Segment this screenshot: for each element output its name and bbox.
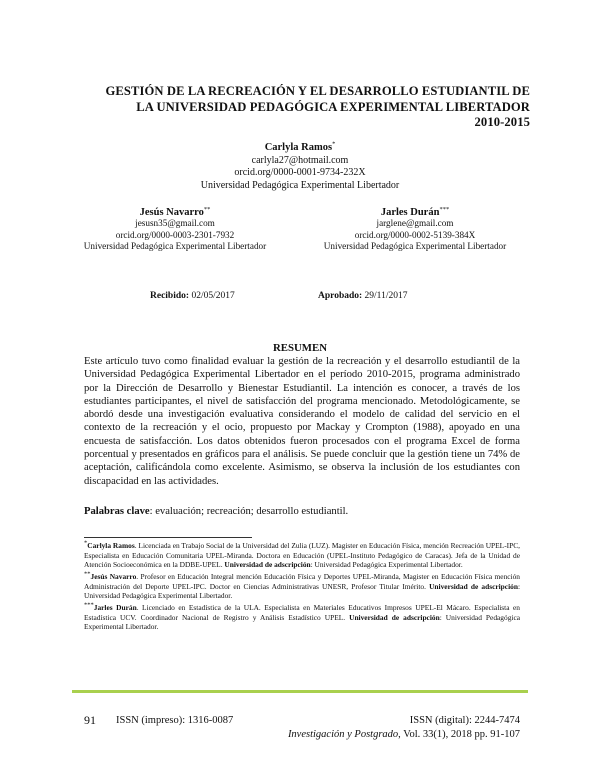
author-name: Jesús Navarro: [139, 207, 204, 218]
approved-date: [318, 291, 407, 301]
keywords: [84, 506, 520, 517]
author-email[interactable]: jesusn35@gmail.com: [135, 218, 215, 229]
footnote-label: Universidad de adscripción: [349, 612, 440, 622]
author-email[interactable]: jarglene@gmail.com: [376, 218, 454, 229]
footnote-mark: **: [84, 570, 91, 578]
footnote-body: . Licenciada en Trabajo Social de la Universidad del Zulia (LUZ). Magister en Educación Física, mención Recreación UPEL-IPC, Especialista en Educación Comunitaria UPEL-Miranda. Doctora en Educación (UPEL-Instituto Pedagógico de Caracas). Jefa de la Unidad de Atención Socioeconómica en la DDBE-UPEL.: [84, 541, 521, 569]
received-date: [150, 291, 235, 301]
approved-value: 29/11/2017: [364, 291, 408, 301]
footnote-tail: : Universidad Pedagógica Experimental Libertador.: [84, 612, 520, 631]
title-line-1: GESTIÓN DE LA RECREACIÓN Y EL DESARROLLO ESTUDIANTIL DE: [105, 84, 530, 98]
footnote-divider: [84, 537, 252, 538]
footnote-mark: *: [84, 539, 88, 547]
author-affiliation: Universidad Pedagógica Experimental Libertador: [83, 240, 267, 251]
footnote-label: Universidad de adscripción: [429, 581, 518, 591]
author-email[interactable]: carlyla27@hotmail.com: [251, 154, 349, 166]
journal-volume: , Vol. 33(1), 2018 pp. 91-107: [398, 729, 520, 740]
title-line-2: LA UNIVERSIDAD PEDAGÓGICA EXPERIMENTAL LIBERTADOR: [136, 99, 530, 114]
author-mark: **: [203, 205, 211, 213]
article-title: [70, 84, 530, 131]
title-line-3: 2010-2015: [474, 115, 530, 129]
abstract-text: Este artículo tuvo como finalidad evaluar la gestión de la recreación y el desarrollo estudiantil de la Universidad Pedagógica Experimental Libertador en el período 2010-2015, programa administrado por la Dirección de Desarrollo y Bienestar Estudiantil. La intención es conocer, a través de los estudiantes participantes, el nivel de satisfacción del programa mencionado. Metodológicamente, se abordó desde una investigación evaluativa considerando el modelo de calidad del servicio en el contexto de la recreación y el ocio, propuesto por Mackay y Crompton (1988), apoyado en una encuesta de satisfacción. Los datos obtenidos fueron procesados con el programa Excel de forma porcentual y presentados en gráficos para el análisis. Se puede concluir que la gestión tiene un 74% de aceptación, calificándola como excelente. Asimismo, se observa la inclusión de los estudiantes con discapacidad en las actividades.: [84, 356, 520, 487]
footnote: [84, 541, 520, 570]
footnote: [84, 603, 520, 632]
abstract-heading: RESUMEN: [273, 342, 327, 354]
keywords-label: Palabras clave: [84, 506, 150, 517]
author-mark: *: [332, 140, 336, 148]
author-affiliation: Universidad Pedagógica Experimental Libertador: [323, 240, 507, 251]
footnote-mark: ***: [84, 601, 94, 609]
footnote: [84, 572, 520, 601]
keywords-value: : evaluación; recreación; desarrollo estudiantil.: [149, 506, 349, 517]
footnote-label: Universidad de adscripción: [224, 560, 311, 569]
coauthor-left-block: [45, 207, 305, 252]
author-orcid[interactable]: orcid.org/0000-0003-2301-7932: [115, 229, 235, 240]
footnote-name: Jarles Durán: [93, 603, 137, 612]
received-label: Recibido:: [150, 291, 190, 301]
author-name: Jarles Durán: [380, 207, 440, 218]
footer-rule: [72, 690, 528, 693]
received-value: 02/05/2017: [191, 291, 235, 301]
footnote-name: Carlyla Ramos: [87, 541, 135, 550]
journal-name: Investigación y Postgrado: [287, 729, 399, 740]
footnote-body: . Licenciado en Estadística de la ULA. Especialista en Materiales Educativos Impresos UPEL-El Mácaro. Especialista en Estadística UCV. Coordinador Nacional de Registro y Análisis Estadístico UPEL.: [84, 603, 520, 622]
issn-digital: ISSN (digital): 2244-7474: [409, 715, 520, 726]
author-affiliation: Universidad Pedagógica Experimental Libertador: [200, 179, 400, 191]
journal-citation: [250, 729, 520, 740]
footnote-tail: : Universidad Pedagógica Experimental Libertador.: [84, 581, 520, 600]
author-orcid[interactable]: orcid.org/0000-0002-5139-384X: [354, 229, 476, 240]
page-number: 91: [84, 713, 96, 727]
footnote-name: Jesús Navarro: [90, 572, 137, 581]
author-name: Carlyla Ramos: [264, 142, 333, 153]
footnote-tail: : Universidad Pedagógica Experimental Libertador.: [310, 560, 463, 569]
footnote-body: . Profesor en Educación Integral mención Educación Física y Deportes UPEL-Miranda, Magister en Educación Física mención Administración del Deporte UPEL-IPC. Doctor en Ciencias Administrativas UNESR, Profesor Titular Imérito.: [84, 572, 520, 591]
coauthor-right-block: [285, 207, 545, 252]
issn-print: ISSN (impreso): 1316-0087: [116, 715, 234, 726]
author-mark: ***: [439, 205, 450, 213]
approved-label: Aprobado:: [318, 291, 363, 301]
author-orcid[interactable]: orcid.org/0000-0001-9734-232X: [234, 167, 366, 178]
footnotes: [84, 541, 520, 634]
main-author-block: [0, 142, 600, 192]
